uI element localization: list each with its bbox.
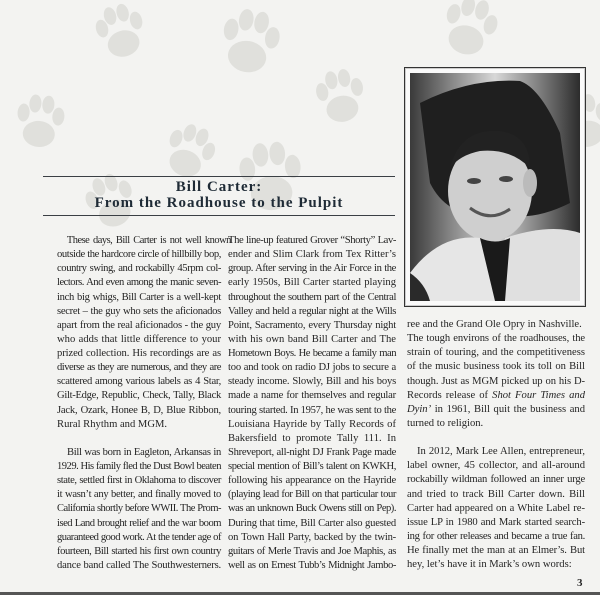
text-line: guaranteed good work. At the tender age of	[57, 531, 221, 543]
paragraph	[407, 318, 585, 431]
page-number: 3	[577, 577, 583, 589]
text-column-2	[228, 234, 396, 573]
paragraph	[407, 445, 585, 572]
paragraph-gap	[57, 432, 221, 446]
text-line: inch big whigs, Bill Carter is a well-kept	[57, 291, 221, 303]
text-line: Hometown Boys. He became a family man	[228, 348, 396, 359]
text-line: prized collection. His recordings are as	[57, 348, 221, 359]
text-line: label owner, 45 collector, and all-around	[407, 460, 585, 472]
italic-title-text: Dyin’	[407, 403, 432, 415]
text-line: though. Just as MGM picked up on his D-	[407, 375, 585, 387]
text-line: (playing lead for Bill on that particular tour	[228, 489, 396, 501]
text-line: outside the hardcore circle of hillbilly bop,	[57, 249, 221, 261]
text-line: ree and the Grand Ole Opry in Nashville.	[407, 319, 582, 330]
text-line: and tried to track Bill Carter down. Bill	[407, 488, 585, 500]
portrait-photo	[410, 73, 580, 301]
text-line: early 1950s, Bill Carter started playing	[228, 277, 396, 289]
paragraph	[228, 234, 396, 573]
text-line: country swing, and rockabilly 45rpm col-	[57, 263, 221, 275]
text-line: issue LP in 1980 and Mark started search-	[407, 516, 585, 528]
text-line: well as on Ernest Tubb’s Midnight Jambo-	[228, 559, 396, 571]
text-line	[407, 403, 585, 417]
text-line: was an unknown Buck Owens still on Pep).	[228, 503, 396, 515]
text-line: following his appearance on the Hayride	[228, 475, 396, 487]
text-line: too and took on radio DJ jobs to secure a	[228, 362, 396, 374]
text-column-3	[407, 318, 585, 572]
text-line: ender and Slim Clark from Tex Ritter’s	[228, 249, 396, 261]
text-line: ing for other releases and became a true fan.	[407, 530, 585, 542]
text-line: secret – the guy who sets the aficionados	[57, 305, 221, 317]
text-line: The tough environs of the roadhouses, the	[407, 333, 585, 345]
text-line: Shreveport, all-night DJ Frank Page made	[228, 446, 396, 458]
text-line: Rural Rhythm and MGM.	[57, 418, 168, 430]
text-line: strain of touring, and the competitiveness	[407, 347, 585, 359]
text-line: Bill was born in Eagleton, Arkansas in	[67, 446, 221, 458]
text-line: Louisiana Hayride by Tally Records of	[228, 418, 396, 430]
text-line: turned to religion.	[407, 417, 484, 429]
text-line: In 2012, Mark Lee Allen, entrepreneur,	[417, 446, 585, 458]
text-line: California shortly before WWII. The Prom-	[57, 503, 221, 515]
text-line: on Town Hall Party, backed by the twin-	[228, 531, 396, 543]
article-title	[43, 180, 395, 211]
text-line: with his own band Bill Carter and The	[228, 333, 396, 345]
text-line: Gilt-Edge, Republic, Check, Tally, Black	[57, 390, 221, 402]
text-segment: Records release of	[407, 389, 493, 401]
text-line: guitars of Merle Travis and Joe Maphis, as	[228, 545, 396, 557]
paragraph-gap	[407, 431, 585, 445]
text-line: These days, Bill Carter is not well known	[66, 235, 231, 246]
text-line: state, settled first in Oklahoma to discover	[57, 475, 221, 487]
text-line: lectors. And even among the manic seven-	[57, 277, 221, 289]
text-line: Jack, Ozark, Honee B, D, Blue Ribbon,	[57, 404, 221, 416]
text-line: it wasn’t any better, and finally moved to	[57, 489, 221, 501]
text-line: hey, let’s have it in Mark’s own words:	[407, 559, 572, 571]
text-line: dance band called The Southwesterners.	[57, 559, 221, 571]
text-line: scattered among various labels as 4 Star,	[57, 376, 221, 388]
text-line: fourteen, Bill started his first own country	[57, 545, 221, 557]
text-line: group. After serving in the Air Force in the	[228, 263, 396, 275]
text-line: of the music business took its toll on Bill	[407, 361, 585, 373]
text-line: apart from the real aficionados - the guy	[57, 319, 221, 331]
text-line: steady income. Slowly, Bill and his boys	[228, 376, 396, 388]
text-line: diverse as they are numerous, and they are	[57, 362, 221, 374]
italic-title-text: Shot Four Times and	[492, 389, 585, 401]
title-line-2: From the Roadhouse to the Pulpit	[94, 194, 344, 211]
text-line: rockabilly wildman followed an inner urge	[407, 474, 585, 486]
title-line-1: Bill Carter:	[175, 179, 263, 195]
text-line: throughout the southern part of the Central	[228, 291, 396, 303]
paragraph	[57, 446, 221, 573]
text-line: 1929. His family fled the Dust Bowl beaten	[57, 461, 221, 472]
text-line: special mention of Bill’s talent on KWKH,	[228, 461, 396, 472]
text-line: Valley and held a regular night at the Wills	[228, 305, 396, 317]
text-line: The line-up featured Grover “Shorty” Lav-	[228, 235, 396, 246]
text-line: made a name for themselves and regular	[228, 390, 396, 402]
title-rule-bottom	[43, 215, 395, 216]
text-line: Point, Sacramento, every Thursday night	[228, 319, 396, 331]
text-line: touring started. In 1957, he was sent to the	[228, 404, 396, 416]
title-rule-top	[43, 176, 395, 177]
text-line: ised Land brought relief and the war boom	[57, 517, 221, 529]
text-line: During that time, Bill Carter also guested	[228, 517, 396, 529]
text-segment: in 1961, Bill quit the business and	[431, 403, 585, 415]
paragraph	[57, 234, 231, 432]
text-line: who adds that little difference to your	[57, 333, 221, 345]
text-line	[407, 389, 585, 403]
text-line: He finally met the man at an Elmer’s. But	[407, 545, 585, 556]
photo-frame	[404, 67, 586, 307]
text-column-1	[57, 234, 231, 573]
text-line: Carter had appeared on a White Label re-	[407, 502, 585, 514]
text-line: Bakersfield to promote Tally 111. In	[228, 432, 396, 444]
